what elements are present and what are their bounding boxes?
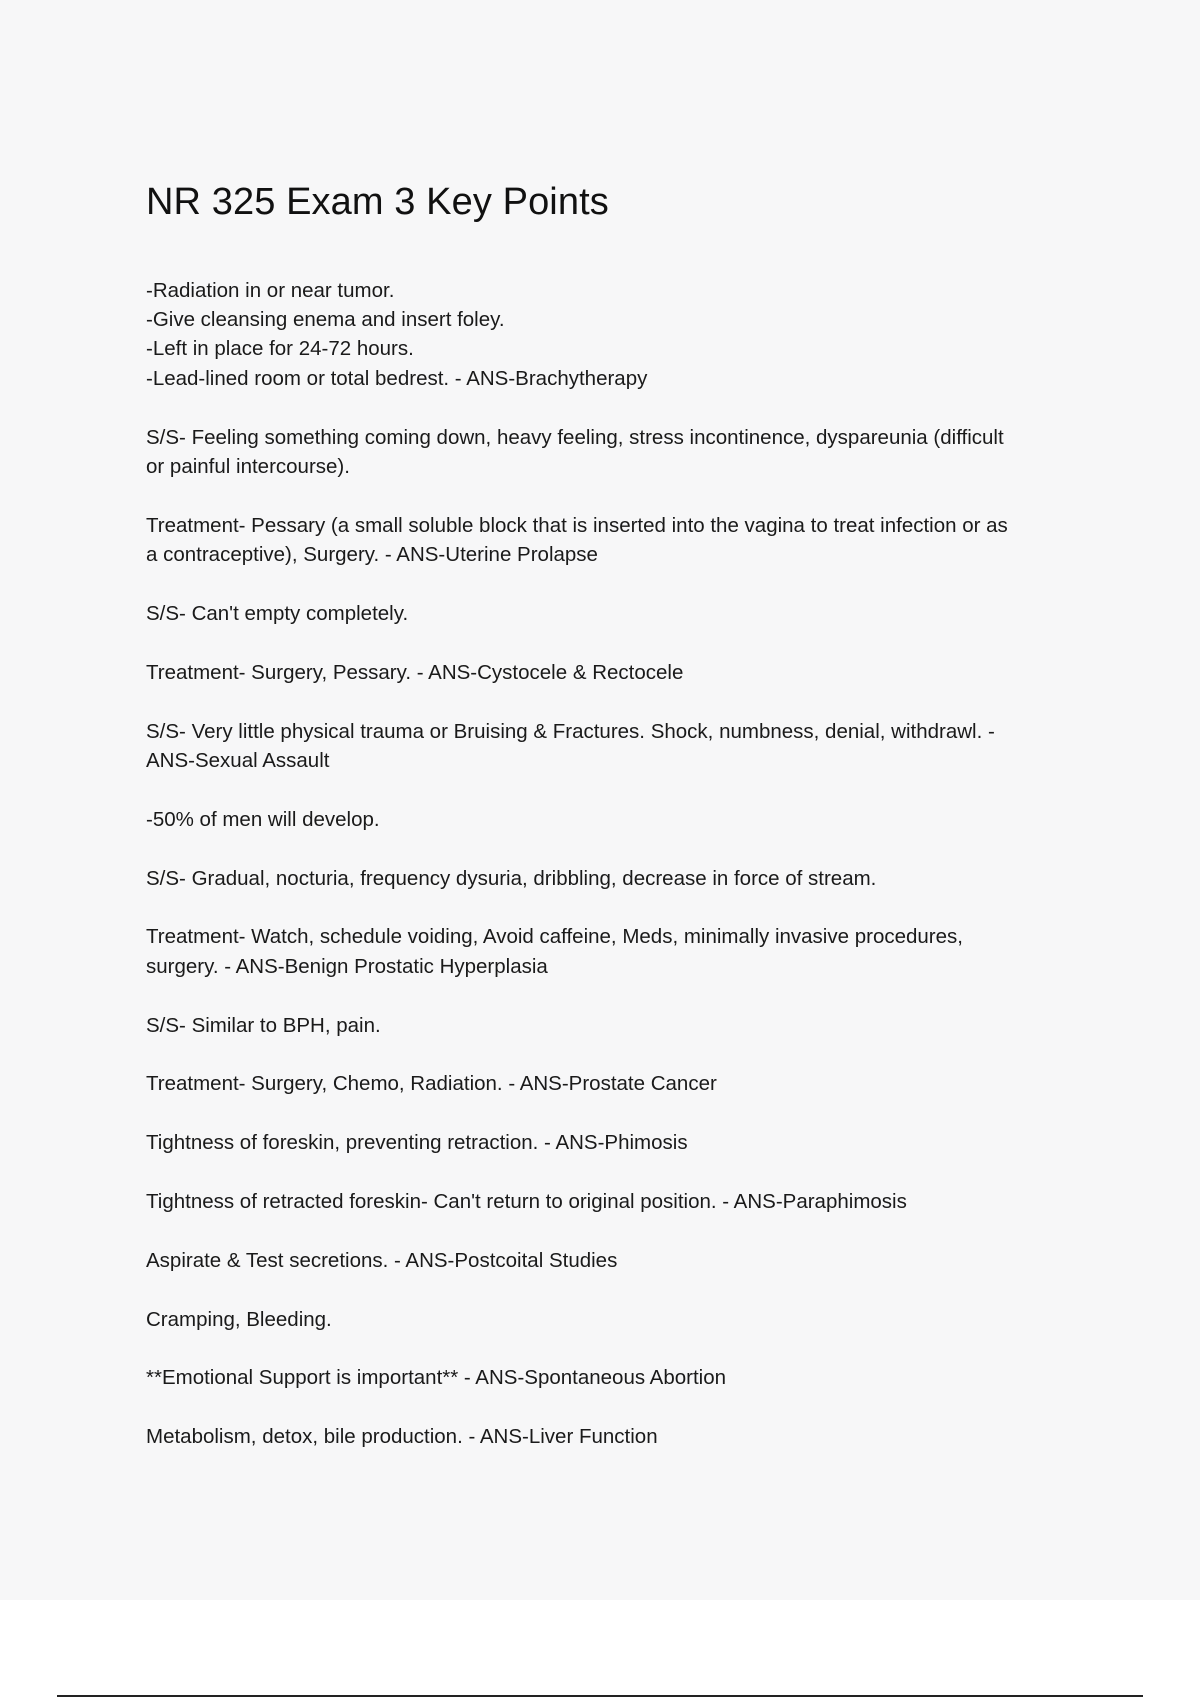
entry-line: -Radiation in or near tumor.: [146, 278, 395, 302]
list-item: [146, 922, 1086, 981]
entry-line: S/S- Similar to BPH, pain.: [146, 1013, 381, 1037]
entry-line: S/S- Very little physical trauma or Bruising & Fractures. Shock, numbness, denial, withdrawl. -: [146, 719, 995, 743]
document-content: [146, 180, 1086, 1452]
entry-line: ANS-Sexual Assault: [146, 749, 330, 773]
entry-line: -Give cleansing enema and insert foley.: [146, 308, 505, 331]
entry-line: surgery. - ANS-Benign Prostatic Hyperplasia: [146, 954, 548, 978]
list-item: [146, 511, 1086, 570]
footer-divider: [57, 1695, 1143, 1697]
entry-line: -Lead-lined room or total bedrest. - ANS-Brachytherapy: [146, 366, 648, 390]
entry-line: Treatment- Watch, schedule voiding, Avoid caffeine, Meds, minimally invasive procedures,: [146, 925, 963, 949]
list-item: [146, 717, 1086, 776]
entry-line: S/S- Gradual, nocturia, frequency dysuria, dribbling, decrease in force of stream.: [146, 866, 877, 890]
entry-line: Metabolism, detox, bile production. - ANS-Liver Function: [146, 1425, 658, 1449]
list-item: [146, 1187, 1086, 1216]
entry-line: Tightness of foreskin, preventing retraction. - ANS-Phimosis: [146, 1131, 688, 1155]
list-item: [146, 1069, 1086, 1098]
list-item: [146, 423, 1086, 482]
entry-line: a contraceptive), Surgery. - ANS-Uterine Prolapse: [146, 543, 598, 567]
entry-line: -Left in place for 24-72 hours.: [146, 337, 414, 361]
entry-line: Treatment- Pessary (a small soluble block that is inserted into the vagina to treat infection or as: [146, 513, 1008, 537]
list-item: [146, 864, 1086, 893]
entry-line: Treatment- Surgery, Pessary. - ANS-Cystocele & Rectocele: [146, 660, 684, 684]
list-item: [146, 276, 1086, 394]
list-item: [146, 1011, 1086, 1040]
list-item: [146, 1422, 1086, 1451]
list-item: [146, 1363, 1086, 1392]
list-item: [146, 658, 1086, 687]
entry-line: **Emotional Support is important** - ANS-Spontaneous Abortion: [146, 1366, 727, 1390]
entry-line: or painful intercourse).: [146, 455, 350, 479]
entry-line: S/S- Feeling something coming down, heavy feeling, stress incontinence, dyspareunia (difficult: [146, 425, 1004, 449]
entry-line: -50% of men will develop.: [146, 807, 380, 831]
entries-list: [146, 276, 1086, 1452]
entry-line: Treatment- Surgery, Chemo, Radiation. - ANS-Prostate Cancer: [146, 1072, 717, 1096]
list-item: [146, 1128, 1086, 1157]
list-item: [146, 805, 1086, 834]
list-item: [146, 1246, 1086, 1275]
list-item: [146, 1305, 1086, 1334]
entry-line: Aspirate & Test secretions. - ANS-Postcoital Studies: [146, 1248, 618, 1272]
list-item: [146, 599, 1086, 628]
document-title: NR 325 Exam 3 Key Points: [146, 181, 609, 223]
entry-line: S/S- Can't empty completely.: [146, 602, 409, 626]
entry-line: Cramping, Bleeding.: [146, 1307, 332, 1331]
entry-line: Tightness of retracted foreskin- Can't return to original position. - ANS-Paraphimosis: [146, 1190, 907, 1213]
